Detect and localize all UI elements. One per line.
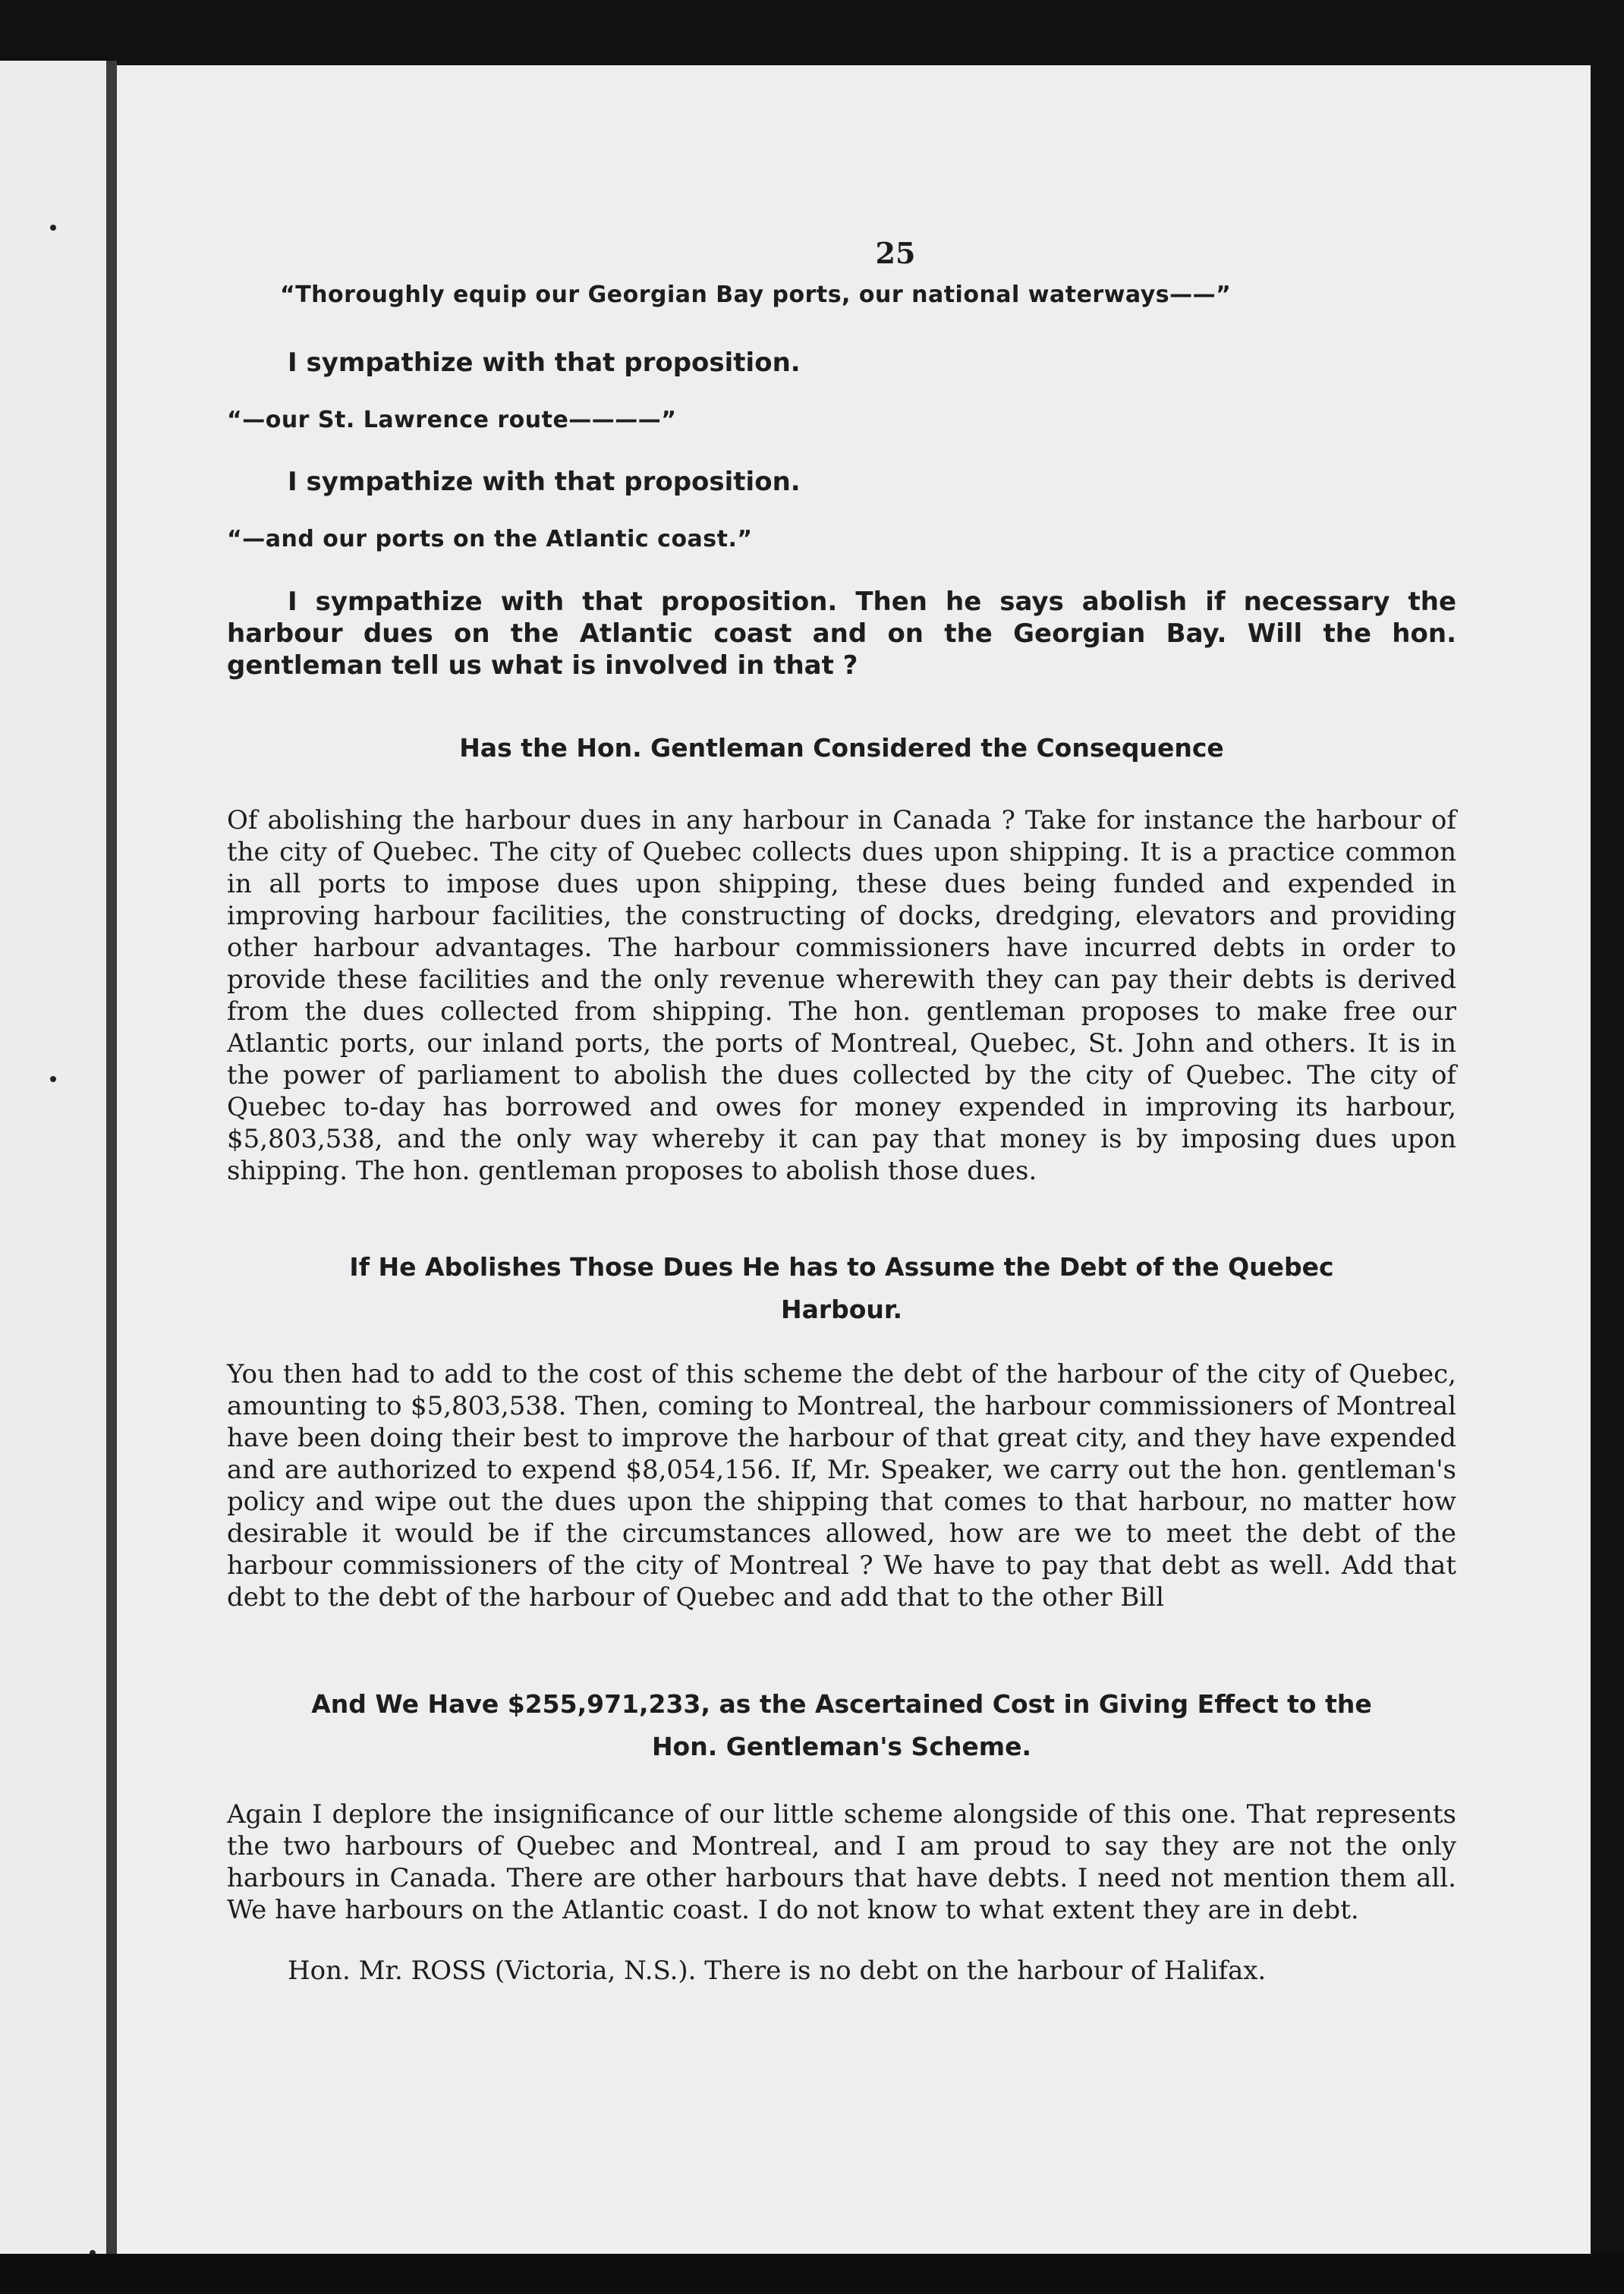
document-page xyxy=(117,65,1591,2254)
heading-line: And We Have $255,971,233, as the Ascertained Cost in Giving Effect to the xyxy=(311,1689,1372,1719)
section-heading-quebec-debt xyxy=(227,1246,1456,1331)
section-heading-consequence: Has the Hon. Gentleman Considered the Consequence xyxy=(459,733,1224,763)
scan-speck xyxy=(50,225,56,231)
sympathy-line: I sympathize with that proposition. xyxy=(288,467,801,497)
intro-paragraph: I sympathize with that proposition. Then he says abolish if necessary the harbour dues on the Atlantic coast and on the Georgian Bay. Will the hon. gentleman tell us what is involved in that ? xyxy=(227,587,1456,681)
page-content xyxy=(227,282,1456,1987)
ross-paragraph: Hon. Mr. ROSS (Victoria, N.S.). There is no debt on the harbour of Halifax. xyxy=(288,1956,1267,1986)
scan-speck xyxy=(50,1076,56,1082)
page-number: 25 xyxy=(875,236,916,270)
heading-line: Hon. Gentleman's Scheme. xyxy=(651,1732,1032,1761)
section-heading-ascertained-cost xyxy=(227,1683,1456,1768)
quote-st-lawrence: “—our St. Lawrence route————” xyxy=(227,407,677,433)
heading-line: If He Abolishes Those Dues He has to Assume the Debt of the Quebec xyxy=(349,1252,1334,1282)
sympathy-line: I sympathize with that proposition. xyxy=(288,348,801,378)
heading-line: Harbour. xyxy=(780,1295,903,1324)
section-body-ascertained-cost: Again I deplore the insignificance of our little scheme alongside of this one. That represents the two harbours of Quebec and Montreal, and I am proud to say they are not the only harbours in Canada. There are other harbours that have debts. I need not mention them all. We have harbours on the Atlantic coast. I do not know to what extent they are in debt. xyxy=(227,1799,1456,1925)
scan-bottom-edge xyxy=(0,2254,1624,2294)
quote-georgian-bay: “Thoroughly equip our Georgian Bay ports, our national waterways——” xyxy=(280,282,1232,308)
section-body-consequence: Of abolishing the harbour dues in any harbour in Canada ? Take for instance the harbour of the city of Quebec. The city of Quebec collects dues upon shipping. It is a practice common in all ports to impose dues upon shipping, these dues being funded and expended in improving harbour facilities, the constructing of docks, dredging, elevators and providing other harbour advantages. The harbour commissioners have incurred debts in order to provide these facilities and the only revenue wherewith they can pay their debts is derived from the dues collected from shipping. The hon. gentleman proposes to make free our Atlantic ports, our inland ports, the ports of Montreal, Quebec, St. John and others. It is in the power of parliament to abolish the dues collected by the city of Quebec. The city of Quebec to-day has borrowed and owes for money expended in improving its harbour, $5,803,538, and the only way whereby it can pay that money is by imposing dues upon shipping. The hon. gentleman proposes to abolish those dues. xyxy=(227,805,1456,1186)
page-gutter xyxy=(106,61,117,2254)
section-body-quebec-debt: You then had to add to the cost of this scheme the debt of the harbour of the city of Quebec, amounting to $5,803,538. Then, coming to Montreal, the harbour commissioners of Montreal have been doing their best to improve the harbour of that great city, and they have expended and are authorized to expend $8,054,156. If, Mr. Speaker, we carry out the hon. gentleman's policy and wipe out the dues upon the shipping that comes to that harbour, no matter how desirable it would be if the circumstances allowed, how are we to meet the debt of the harbour commissioners of the city of Montreal ? We have to pay that debt as well. Add that debt to the debt of the harbour of Quebec and add that to the other Bill xyxy=(227,1359,1456,1613)
quote-atlantic-coast: “—and our ports on the Atlantic coast.” xyxy=(227,526,753,552)
adjacent-page-edge xyxy=(0,61,106,2254)
